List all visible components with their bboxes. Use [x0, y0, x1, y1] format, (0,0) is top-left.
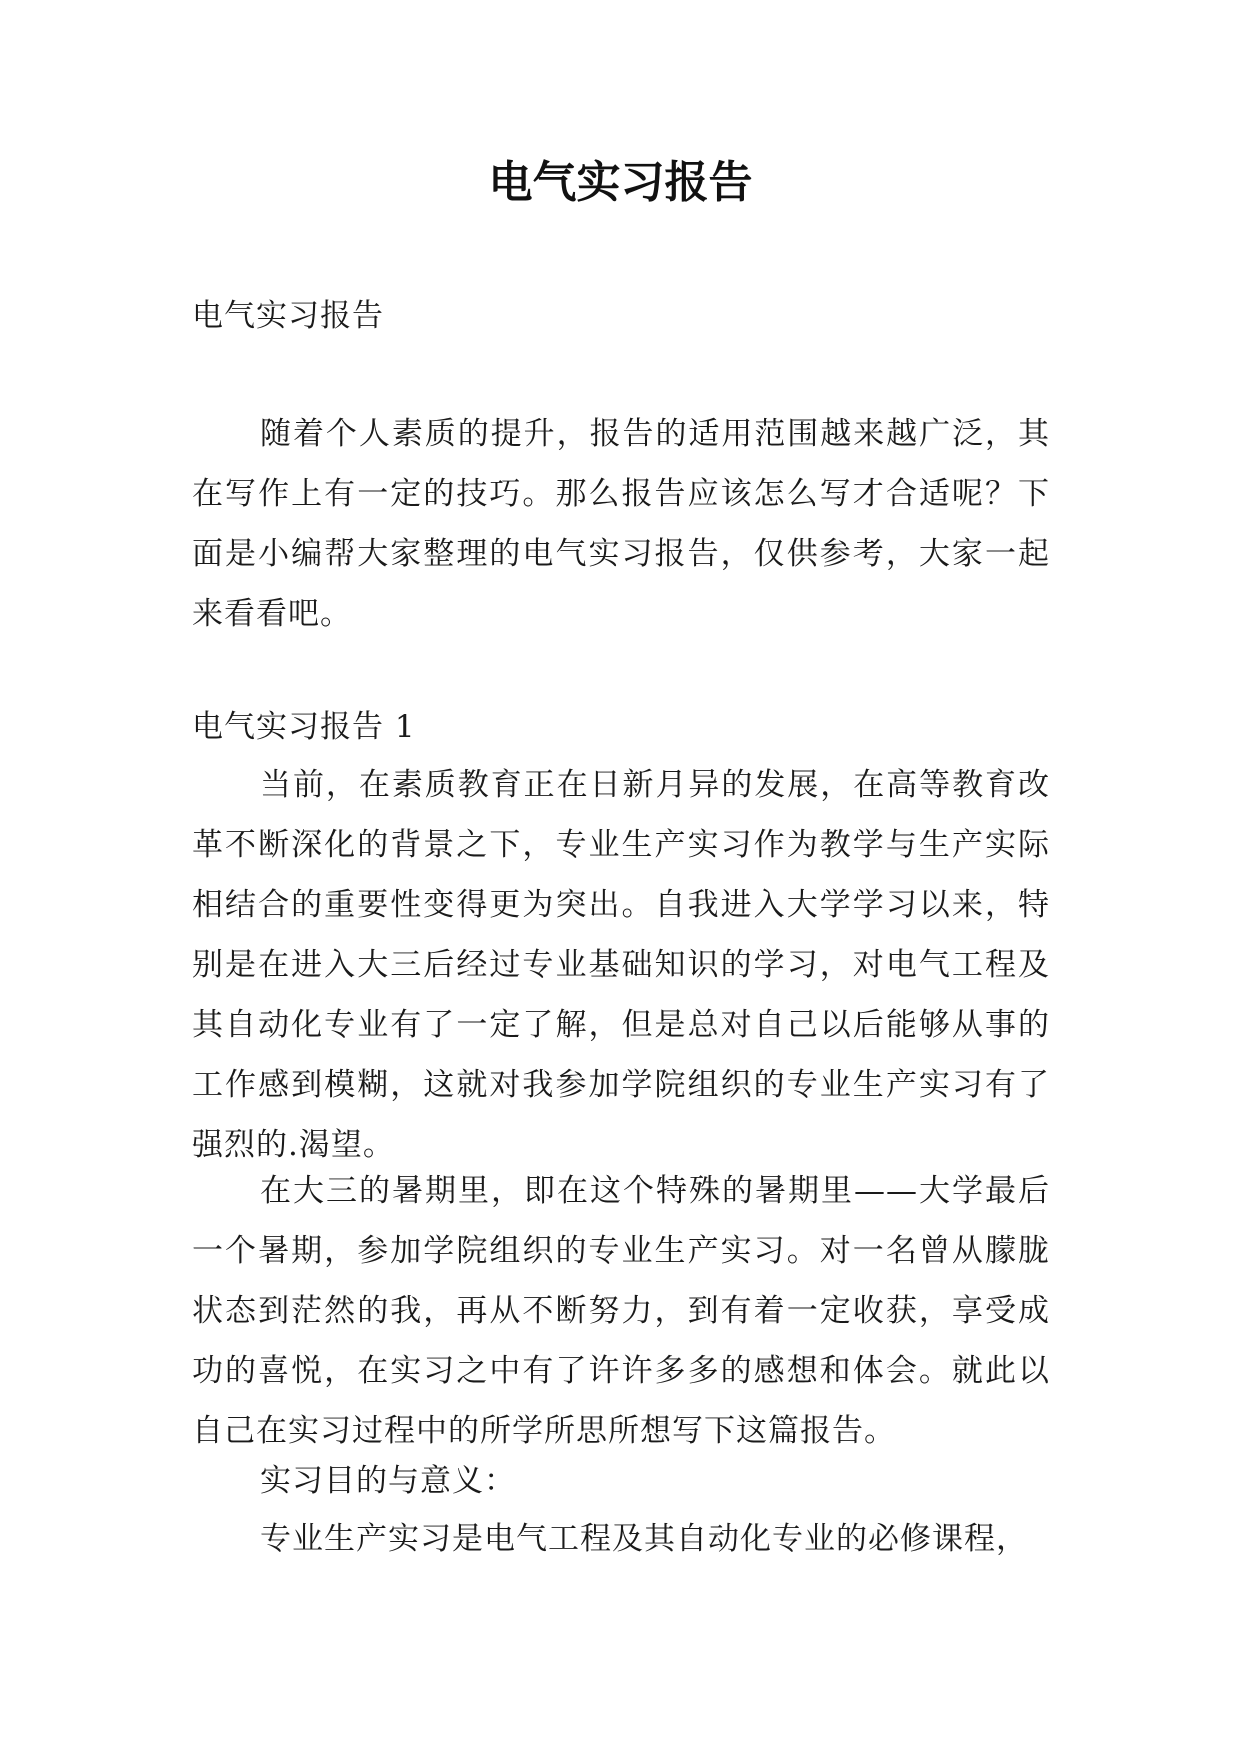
document-title: 电气实习报告 [488, 157, 753, 208]
body-paragraph-3: 实习目的与意义： [260, 1463, 516, 1499]
body-paragraph-1: 当前，在素质教育正在日新月异的发展，在高等教育改革不断深化的背景之下，专业生产实习作为教学与生产实际相结合的重要性变得更为突出。自我进入大学学习以来，特别是在进入大三后经过专业基础知识的学习，对电气工程及其自动化专业有了一定了解，但是总对自己以后能够从事的工作感到模糊，这就对我参加学院组织的专业生产实习有了强烈的.渴望。 [192, 767, 1050, 1163]
document-subtitle: 电气实习报告 [192, 298, 384, 334]
intro-paragraph: 随着个人素质的提升，报告的适用范围越来越广泛，其在写作上有一定的技巧。那么报告应该怎么写才合适呢？下面是小编帮大家整理的电气实习报告，仅供参考，大家一起来看看吧。 [192, 416, 1050, 632]
body-paragraph-2: 在大三的暑期里，即在这个特殊的暑期里——大学最后一个暑期，参加学院组织的专业生产实习。对一名曾从朦胧状态到茫然的我，再从不断努力，到有着一定收获，享受成功的喜悦，在实习之中有了许许多多的感想和体会。就此以自己在实习过程中的所学所思所想写下这篇报告。 [192, 1173, 1050, 1449]
section-heading: 电气实习报告 1 [192, 709, 416, 745]
body-paragraph-4: 专业生产实习是电气工程及其自动化专业的必修课程， [260, 1521, 1028, 1557]
